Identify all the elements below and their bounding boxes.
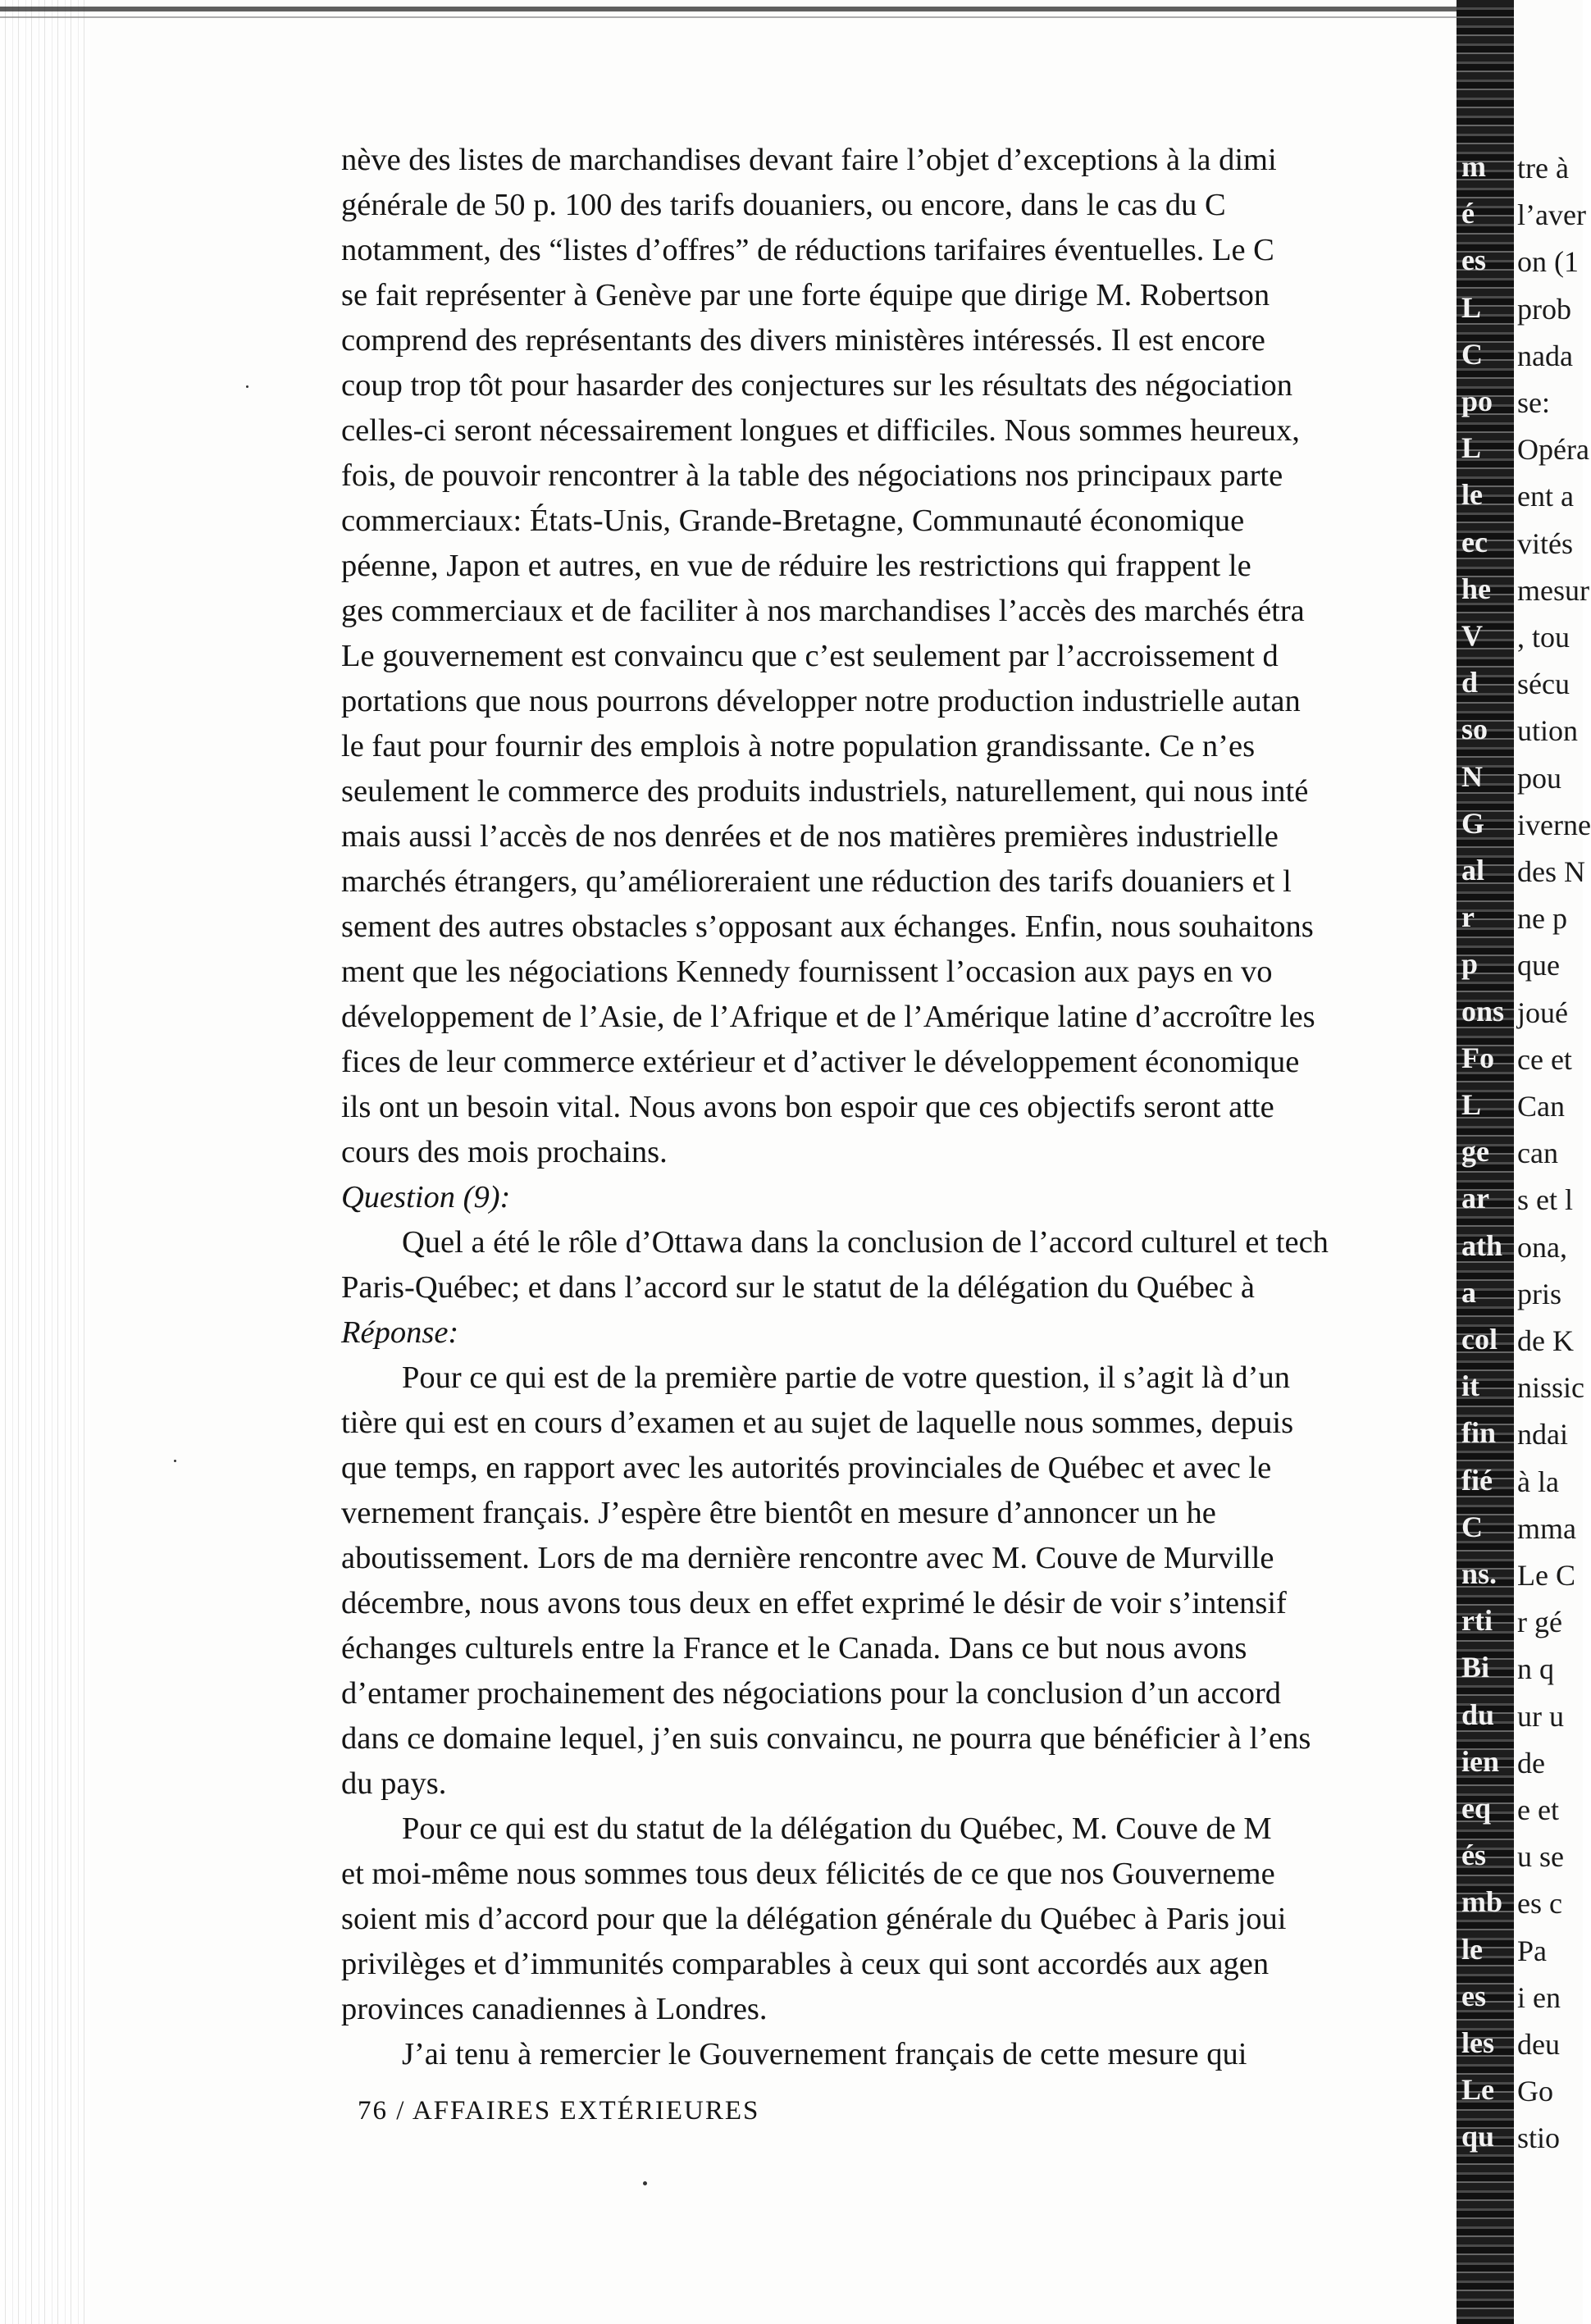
text-line: Pour ce qui est de la première partie de votre question, il s’agit là d’un — [402, 1360, 1291, 1395]
facing-page-fragment: stio — [1517, 2121, 1561, 2155]
text-line: Quel a été le rôle d’Ottawa dans la conclusion de l’accord culturel et tech — [402, 1225, 1329, 1260]
text-line: échanges culturels entre la France et le Canada. Dans ce but nous avons — [341, 1631, 1247, 1666]
facing-page-fragment: i en — [1517, 1980, 1561, 2014]
binding-fragment: fié — [1461, 1463, 1493, 1497]
top-edge-shadow — [0, 7, 1468, 11]
text-line: le faut pour fournir des emplois à notre population grandissante. Ce n’es — [341, 729, 1256, 763]
binding-fragment: G — [1461, 806, 1485, 840]
text-line: commerciaux: États-Unis, Grande-Bretagne, Communauté économique — [341, 504, 1245, 538]
binding-fragment: C — [1461, 337, 1483, 371]
text-line: coup trop tôt pour hasarder des conjectures sur les résultats des négociation — [341, 368, 1293, 403]
text-line: Paris-Québec; et dans l’accord sur le statut de la délégation du Québec à — [341, 1270, 1255, 1305]
page-footer: 76 / AFFAIRES EXTÉRIEURES — [358, 2096, 760, 2126]
text-line: portations que nous pourrons développer notre production industrielle autan — [341, 684, 1301, 718]
text-line: dans ce domaine lequel, j’en suis convaincu, ne pourra que bénéficier à l’ens — [341, 1721, 1311, 1756]
binding-fragment: ons — [1461, 994, 1505, 1028]
binding-text-fragments — [1457, 0, 1514, 2324]
text-line: sement des autres obstacles s’opposant aux échanges. Enfin, nous souhaitons — [341, 909, 1314, 944]
top-edge-line — [0, 16, 1468, 18]
text-line: aboutissement. Lors de ma dernière rencontre avec M. Couve de Murville — [341, 1541, 1274, 1575]
text-line: décembre, nous avons tous deux en effet exprimé le désir de voir s’intensif — [341, 1586, 1287, 1620]
binding-fragment: rti — [1461, 1604, 1493, 1638]
facing-page-fragment: prob — [1517, 292, 1571, 326]
facing-page-fragment: s et l — [1517, 1183, 1573, 1217]
text-line: comprend des représentants des divers ministères intéressés. Il est encore — [341, 323, 1265, 358]
facing-page-fragment: mma — [1517, 1511, 1576, 1545]
facing-page-fragment: ent a — [1517, 480, 1574, 513]
binding-fragment: les — [1461, 2026, 1494, 2059]
binding-fragment: ien — [1461, 1744, 1500, 1778]
facing-page-fragment: se: — [1517, 386, 1550, 419]
binding-fragment: le — [1461, 478, 1483, 512]
binding-fragment: Bi — [1461, 1651, 1490, 1684]
text-line: développement de l’Asie, de l’Afrique et de l’Amérique latine d’accroître les — [341, 1000, 1315, 1034]
text-line: seulement le commerce des produits industriels, naturellement, qui nous inté — [341, 774, 1309, 809]
binding-fragment: a — [1461, 1275, 1476, 1309]
facing-page-fragment: nissic — [1517, 1371, 1585, 1405]
binding-fragment: es — [1461, 244, 1486, 277]
binding-fragment: m — [1461, 150, 1486, 183]
facing-page-fragment: Can — [1517, 1090, 1565, 1123]
binding-fragment: mb — [1461, 1885, 1503, 1919]
facing-page-fragment: Go — [1517, 2075, 1553, 2108]
binding-fragment: fin — [1461, 1416, 1497, 1450]
body-text — [341, 138, 1457, 2077]
text-line: tière qui est en cours d’examen et au sujet de laquelle nous sommes, depuis — [341, 1406, 1294, 1440]
facing-page-fragment: vités — [1517, 526, 1573, 560]
binding-fragment: é — [1461, 197, 1475, 230]
text-line: mais aussi l’accès de nos denrées et de nos matières premières industrielle — [341, 819, 1279, 854]
binding-fragment: du — [1461, 1697, 1495, 1731]
facing-page-fragment: joué — [1517, 996, 1568, 1029]
binding-fragment: so — [1461, 713, 1488, 746]
facing-page-fragment: ce et — [1517, 1042, 1572, 1076]
text-line: notamment, des “listes d’offres” de réductions tarifaires éventuelles. Le C — [341, 233, 1274, 267]
binding-fragment: d — [1461, 666, 1479, 699]
binding-fragment: p — [1461, 947, 1479, 981]
facing-page-fragment: ur u — [1517, 1699, 1564, 1733]
facing-page-fragment: nada — [1517, 339, 1573, 372]
facing-page-fragment: ne p — [1517, 902, 1567, 936]
text-line: nève des listes de marchandises devant faire l’objet d’exceptions à la dimi — [341, 143, 1277, 177]
binding-fragment: eq — [1461, 1792, 1491, 1825]
text-line: J’ai tenu à remercier le Gouvernement français de cette mesure qui — [402, 2037, 1247, 2071]
binding-fragment: és — [1461, 1839, 1486, 1872]
binding-fragment: ec — [1461, 525, 1488, 558]
facing-page-fragment: des N — [1517, 855, 1585, 888]
facing-page-fragment: de K — [1517, 1324, 1574, 1357]
text-line: fices de leur commerce extérieur et d’activer le développement économique — [341, 1045, 1300, 1079]
binding-fragment: C — [1461, 1510, 1483, 1543]
binding-fragment: it — [1461, 1369, 1479, 1403]
text-line: et moi-même nous sommes tous deux félicités de ce que nos Gouverneme — [341, 1857, 1275, 1891]
text-line: provinces canadiennes à Londres. — [341, 1992, 768, 2026]
binding-fragment: Fo — [1461, 1041, 1494, 1074]
text-line: celles-ci seront nécessairement longues et difficiles. Nous sommes heureux, — [341, 413, 1300, 448]
left-gutter-shadow — [0, 0, 90, 2324]
facing-page-fragment: r gé — [1517, 1606, 1562, 1639]
facing-page-fragment: on (1 — [1517, 245, 1579, 279]
binding-fragment: al — [1461, 854, 1485, 886]
facing-page-fragment: à la — [1517, 1465, 1559, 1498]
binding-fragment: V — [1461, 619, 1483, 652]
answer-heading: Réponse: — [341, 1315, 459, 1350]
binding-fragment: Le — [1461, 2073, 1494, 2107]
facing-page-fragment: Le C — [1517, 1559, 1575, 1592]
facing-page-fragment: Opéra — [1517, 433, 1589, 467]
scan-speck — [246, 385, 248, 388]
text-line: cours des mois prochains. — [341, 1135, 668, 1169]
text-line: d’entamer prochainement des négociations pour la conclusion d’un accord — [341, 1676, 1282, 1711]
text-line: Pour ce qui est du statut de la délégation du Québec, M. Couve de M — [402, 1811, 1272, 1846]
text-line: privilèges et d’immunités comparables à ceux qui sont accordés aux agen — [341, 1947, 1270, 1981]
text-line: que temps, en rapport avec les autorités provinciales de Québec et avec le — [341, 1451, 1272, 1485]
facing-page-fragment: n q — [1517, 1652, 1554, 1686]
binding-fragment: ath — [1461, 1228, 1503, 1262]
facing-page-edge — [1514, 0, 1591, 2324]
binding-fragment: ge — [1461, 1135, 1489, 1169]
binding-fragment: ar — [1461, 1182, 1489, 1215]
question-heading: Question (9): — [341, 1180, 511, 1214]
text-line: fois, de pouvoir rencontrer à la table des négociations nos principaux parte — [341, 458, 1283, 493]
binding-fragment: L — [1461, 290, 1482, 324]
binding-fragment: po — [1461, 385, 1493, 417]
text-line: Le gouvernement est convaincu que c’est seulement par l’accroissement d — [341, 639, 1279, 673]
facing-page-fragment: que — [1517, 949, 1560, 982]
binding-fragment: N — [1461, 759, 1483, 793]
binding-fragment: he — [1461, 572, 1491, 605]
facing-page-fragment: , tou — [1517, 621, 1570, 654]
text-line: soient mis d’accord pour que la délégation générale du Québec à Paris joui — [341, 1902, 1287, 1936]
facing-page-fragment: iverne — [1517, 808, 1591, 841]
text-line: du pays. — [341, 1766, 447, 1801]
binding-fragment: r — [1461, 900, 1475, 934]
facing-page-fragment: ndai — [1517, 1418, 1568, 1451]
facing-page-fragment: tre à — [1517, 152, 1569, 185]
binding-fragment: ns. — [1461, 1557, 1498, 1590]
facing-page-fragment: u se — [1517, 1840, 1564, 1874]
text-line: se fait représenter à Genève par une forte équipe que dirige M. Robertson — [341, 278, 1270, 312]
binding-fragment: es — [1461, 1979, 1486, 2012]
text-line: ges commerciaux et de faciliter à nos marchandises l’accès des marchés étra — [341, 594, 1305, 628]
binding-fragment: L — [1461, 1088, 1482, 1121]
text-line: marchés étrangers, qu’amélioreraient une réduction des tarifs douaniers et l — [341, 864, 1292, 899]
facing-page-fragment: e et — [1517, 1793, 1559, 1826]
text-line: ment que les négociations Kennedy fournissent l’occasion aux pays en vo — [341, 955, 1273, 989]
text-line: générale de 50 p. 100 des tarifs douaniers, ou encore, dans le cas du C — [341, 188, 1226, 222]
facing-page-fragment: deu — [1517, 2028, 1560, 2061]
facing-page-fragment: can — [1517, 1137, 1558, 1170]
scan-speck — [174, 1460, 176, 1462]
binding-fragment: le — [1461, 1932, 1483, 1966]
facing-page-fragment: sécu — [1517, 668, 1570, 701]
text-line: vernement français. J’espère être bientôt en mesure d’annoncer un he — [341, 1496, 1216, 1530]
facing-page-fragment: es c — [1517, 1887, 1562, 1921]
facing-page-fragment: Pa — [1517, 1934, 1547, 1967]
facing-page-fragment: l’aver — [1517, 198, 1586, 232]
binding-fragment: col — [1461, 1323, 1498, 1356]
facing-page-fragment: mesur — [1517, 573, 1589, 607]
facing-page-fragment: ution — [1517, 714, 1579, 748]
binding-fragment: L — [1461, 431, 1482, 465]
text-line: péenne, Japon et autres, en vue de réduire les restrictions qui frappent le — [341, 549, 1251, 583]
facing-page-fragment: de — [1517, 1746, 1545, 1779]
facing-page-fragment: pou — [1517, 761, 1561, 795]
binding-fragment: qu — [1461, 2120, 1495, 2153]
facing-page-fragment: ona, — [1517, 1230, 1567, 1264]
scan-speck — [643, 2181, 647, 2185]
facing-page-fragment: pris — [1517, 1277, 1561, 1310]
text-line: ils ont un besoin vital. Nous avons bon espoir que ces objectifs seront atte — [341, 1090, 1274, 1124]
